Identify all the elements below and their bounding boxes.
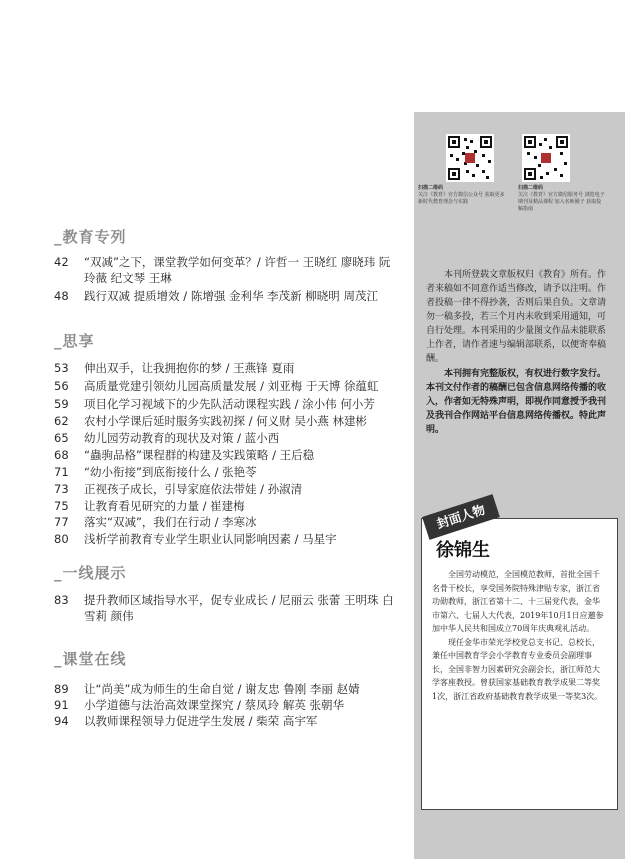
page-number: 59 bbox=[54, 397, 69, 411]
page-number: 65 bbox=[54, 431, 69, 445]
entry-title: “幼小衔接”到底衔接什么 / 张艳苓 bbox=[84, 465, 257, 479]
entry-title: 以教师课程领导力促进学生发展 / 柴荣 高宇军 bbox=[84, 714, 318, 728]
qr-caption: 关注《教育》官方微信公众号 获取更多新时代教育理念与实践 bbox=[418, 192, 505, 205]
notice-paragraph: 本刊所登载文章版权归《教育》所有。作者来稿如不同意作适当修改，请予以注明。作者投稿一律不得抄袭，否则后果自负。文章请勿一稿多投，若三个月内未收到采用通知，可自行处理。本刊采用的少量图文作品未能联系上作者，请作者速与编辑部联系，以便寄奉稿酬。 bbox=[426, 270, 607, 364]
page-number: 53 bbox=[54, 361, 69, 375]
section-title-yixian-zhanshi: _一线展示 bbox=[54, 564, 127, 582]
cover-person-bio bbox=[432, 568, 604, 703]
toc-entry[interactable] bbox=[54, 430, 394, 446]
qr-title: 扫描二维码 bbox=[518, 185, 544, 191]
entry-title: 高质量党建引领幼儿园高质量发展 / 刘亚梅 于天博 徐蕴虹 bbox=[84, 379, 379, 393]
toc-entry[interactable] bbox=[54, 531, 394, 547]
page-number: 48 bbox=[54, 289, 69, 303]
toc-entry[interactable] bbox=[54, 396, 394, 412]
page-number: 83 bbox=[54, 593, 69, 607]
qr-code-icon[interactable] bbox=[522, 134, 570, 182]
entry-title: 小学道德与法治高效课堂探究 / 蔡凤玲 解英 张朝华 bbox=[84, 698, 344, 712]
qr-code-block bbox=[418, 134, 506, 206]
entry-title: 伸出双手，让我拥抱你的梦 / 王燕锋 夏雨 bbox=[84, 361, 295, 375]
toc-entry[interactable] bbox=[54, 288, 394, 304]
toc-entry[interactable] bbox=[54, 713, 394, 729]
entry-title: “蟲驹品格”课程群的构建及实践策略 / 王后稳 bbox=[84, 448, 315, 462]
entry-title: 落实“双减”，我们在行动 / 李寒冰 bbox=[84, 515, 257, 529]
toc-entry[interactable] bbox=[54, 592, 394, 624]
section-title-sixiang: _思享 bbox=[54, 332, 95, 350]
cover-person-tag: 封面人物 bbox=[422, 494, 500, 540]
qr-code-block bbox=[518, 134, 606, 213]
entry-title: 提升教师区域指导水平，促专业成长 / 尼丽云 张蕾 王明珠 白雪莉 颜伟 bbox=[84, 593, 394, 623]
toc-entry[interactable] bbox=[54, 464, 394, 480]
toc-entry[interactable] bbox=[54, 360, 394, 376]
section-title-ketang-zaixian: _课堂在线 bbox=[54, 650, 127, 668]
toc-entry[interactable] bbox=[54, 447, 394, 463]
toc-entry[interactable] bbox=[54, 378, 394, 394]
entry-title: 践行双减 提质增效 / 陈增强 金利华 李茂新 柳晓明 周茂江 bbox=[84, 289, 378, 303]
toc-entry[interactable] bbox=[54, 697, 394, 713]
qr-caption: 关注《教育》官方微信服务号 浏览电子期刊及精品课程 加入名师圈子 获取投稿指南 bbox=[518, 192, 605, 212]
bio-paragraph: 现任金华市荣光学校党总支书记、总校长，兼任中国教育学会小学教育专业委员会副理事长，全国非智力因素研究会副会长，浙江师范大学客座教授。曾获国家基础教育教学成果二等奖1次，浙江省政府基础教育教学成果一等奖3次。 bbox=[432, 637, 603, 701]
entry-title: 浅析学前教育专业学生职业认同影响因素 / 马星宇 bbox=[84, 532, 337, 546]
section-title-jiaoyu-zhuanlie: _教育专列 bbox=[54, 228, 127, 246]
entry-title: 正视孩子成长，引导家庭依法带娃 / 孙淑清 bbox=[84, 482, 303, 496]
bio-paragraph: 全国劳动模范，全国模范教师，首批全国千名骨干校长，享受国务院特殊津贴专家，浙江省功勋教师，浙江省第十二、十三届党代表，金华市第六、七届人大代表，2019年10月1日应邀参加中华人民共和国成立70周年庆典观礼活动。 bbox=[432, 570, 604, 633]
page-number: 71 bbox=[54, 465, 69, 479]
qr-title: 扫描二维码 bbox=[418, 185, 444, 191]
page-number: 80 bbox=[54, 532, 69, 546]
page-number: 77 bbox=[54, 515, 69, 529]
cover-person-name: 徐锦生 bbox=[436, 540, 490, 561]
entry-title: 项目化学习视域下的少先队活动课程实践 / 涂小伟 何小芳 bbox=[84, 397, 375, 411]
entry-title: 让教育看见研究的力量 / 崔建梅 bbox=[84, 499, 245, 513]
entry-title: 让“尚美”成为师生的生命自觉 / 谢友忠 鲁刚 李丽 赵婧 bbox=[84, 682, 360, 696]
page-number: 42 bbox=[54, 255, 69, 269]
page-number: 73 bbox=[54, 482, 69, 496]
entry-title: “双减”之下，课堂教学如何变革？/ 许哲一 王晓红 廖晓玮 阮玲薇 纪文琴 王琳 bbox=[84, 255, 391, 285]
page-number: 89 bbox=[54, 682, 69, 696]
toc-entry[interactable] bbox=[54, 413, 394, 429]
entry-title: 幼儿园劳动教育的现状及对策 / 蓝小西 bbox=[84, 431, 280, 445]
toc-entry[interactable] bbox=[54, 481, 394, 497]
entry-title: 农村小学课后延时服务实践初探 / 何义财 吴小燕 林建彬 bbox=[84, 414, 367, 428]
page-number: 62 bbox=[54, 414, 69, 428]
notice-paragraph: 本刊拥有完整版权，有权进行数字发行。本刊文付作者的稿酬已包含信息网络传播的收入，作者如无特殊声明，即视作同意授予我刊及我刊合作网站平台信息网络传播权。特此声明。 bbox=[426, 369, 607, 435]
page-number: 56 bbox=[54, 379, 69, 393]
page-number: 94 bbox=[54, 714, 69, 728]
page-number: 75 bbox=[54, 499, 69, 513]
page-number: 68 bbox=[54, 448, 69, 462]
copyright-notice bbox=[426, 268, 614, 438]
toc-entry[interactable] bbox=[54, 498, 394, 514]
toc-entry[interactable] bbox=[54, 254, 394, 286]
toc-entry[interactable] bbox=[54, 514, 394, 530]
page-number: 91 bbox=[54, 698, 69, 712]
toc-entry[interactable] bbox=[54, 681, 394, 697]
qr-code-icon[interactable] bbox=[446, 134, 494, 182]
